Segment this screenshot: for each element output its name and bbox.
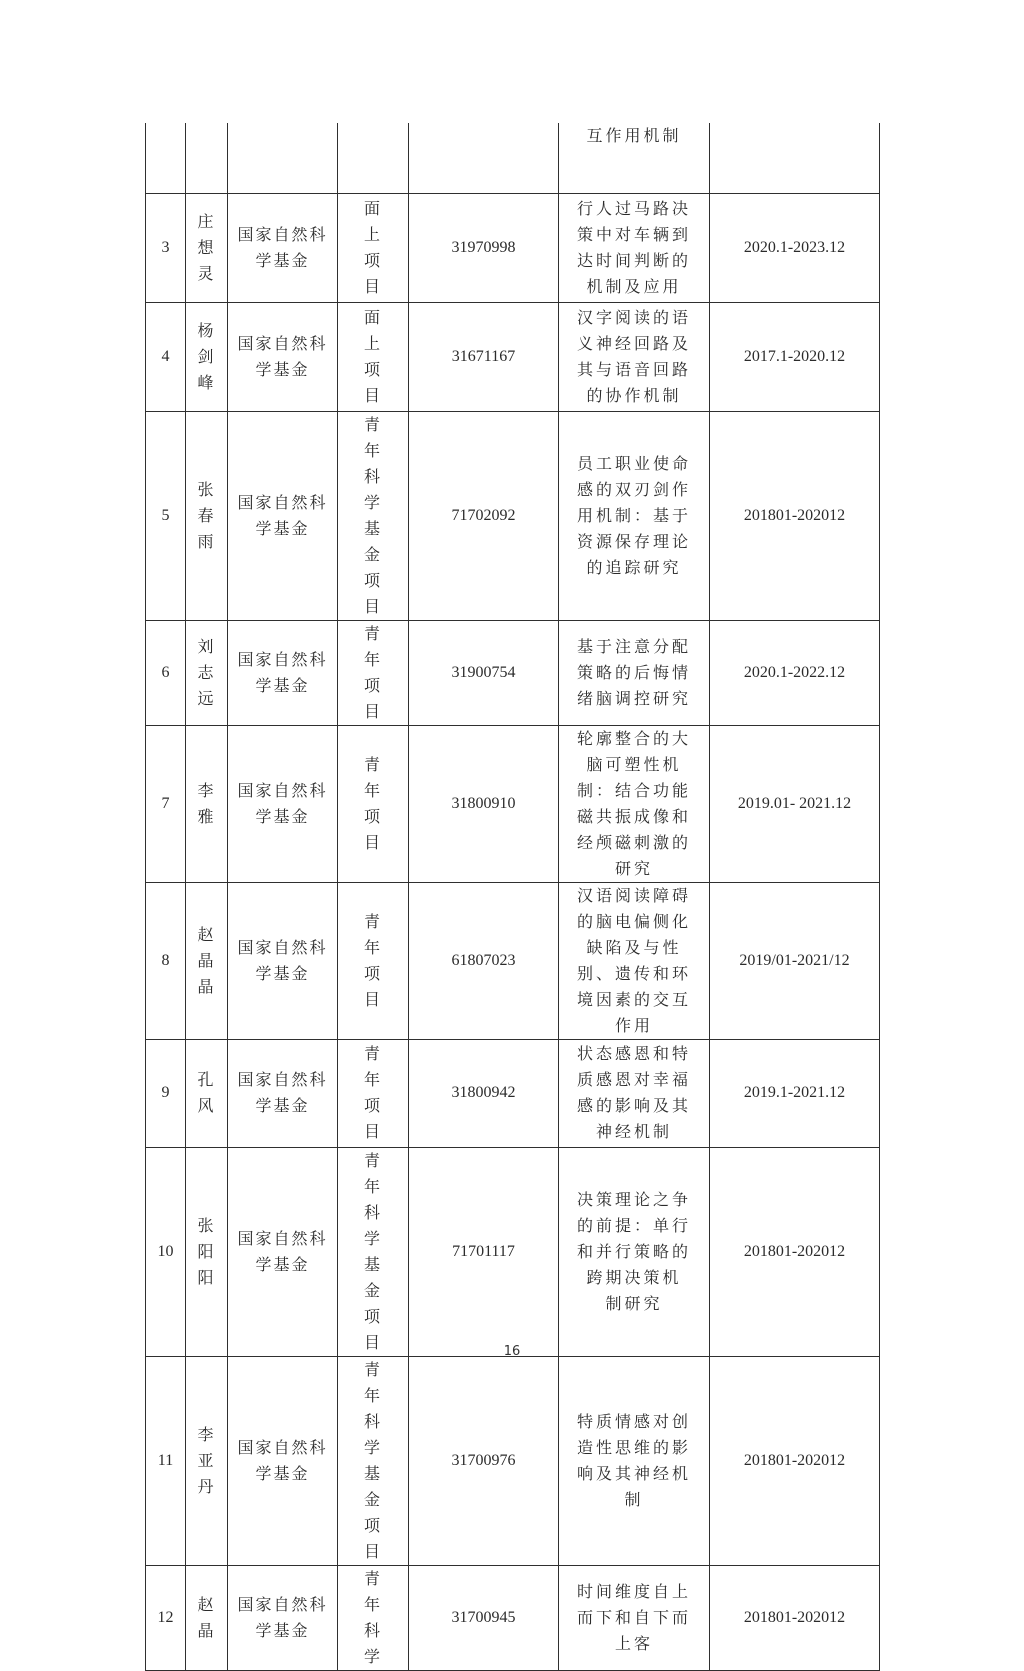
row-number: 8: [146, 882, 186, 1039]
row-number: 4: [146, 302, 186, 411]
project-category: 面上项目: [338, 302, 409, 411]
project-title: 互作用机制: [559, 123, 710, 193]
funding-source: 国家自然科学基金: [228, 302, 338, 411]
funding-source: 国家自然科学基金: [228, 1039, 338, 1147]
table-row: [146, 882, 880, 1039]
project-period: 201801-202012: [710, 1147, 880, 1356]
row-number: 6: [146, 620, 186, 725]
project-code: 31700945: [409, 1565, 559, 1670]
project-period: 2017.1-2020.12: [710, 302, 880, 411]
project-title: 汉语阅读障碍的脑电偏侧化缺陷及与性别、遗传和环境因素的交互作用: [559, 882, 710, 1039]
row-number: 3: [146, 193, 186, 302]
project-code: 61807023: [409, 882, 559, 1039]
funding-source: 国家自然科学基金: [228, 193, 338, 302]
project-category: 青年项目: [338, 1039, 409, 1147]
row-number: 9: [146, 1039, 186, 1147]
table-row: [146, 1039, 880, 1147]
project-title: 状态感恩和特质感恩对幸福感的影响及其神经机制: [559, 1039, 710, 1147]
project-period: 2020.1-2023.12: [710, 193, 880, 302]
project-category: 青年科学基金项目: [338, 1356, 409, 1565]
project-title: 决策理论之争的前提：单行和并行策略的跨期决策机 制研究: [559, 1147, 710, 1356]
funding-source: 国家自然科学基金: [228, 411, 338, 620]
table-row: [146, 193, 880, 302]
project-code: 71702092: [409, 411, 559, 620]
project-period: 2019.1-2021.12: [710, 1039, 880, 1147]
funding-source: 国家自然科学基金: [228, 882, 338, 1039]
project-category: 青年项目: [338, 725, 409, 882]
researcher-name: 张阳阳: [186, 1147, 228, 1356]
table-row: [146, 411, 880, 620]
grant-projects-table: [145, 123, 880, 1671]
project-category: [338, 123, 409, 193]
project-code: 31970998: [409, 193, 559, 302]
project-category: 青年科学: [338, 1565, 409, 1670]
project-category: 青年科学基金项目: [338, 411, 409, 620]
row-number: 10: [146, 1147, 186, 1356]
funding-source: 国家自然科学基金: [228, 1356, 338, 1565]
project-period: 2019.01- 2021.12: [710, 725, 880, 882]
row-number: 5: [146, 411, 186, 620]
table-row: [146, 123, 880, 193]
project-category: 青年科学基金项目: [338, 1147, 409, 1356]
funding-source: 国家自然科学基金: [228, 1147, 338, 1356]
project-code: 31671167: [409, 302, 559, 411]
project-code: 71701117: [409, 1147, 559, 1356]
funding-source: [228, 123, 338, 193]
project-title: 员工职业使命感的双刃剑作用机制：基于资源保存理论的追踪研究: [559, 411, 710, 620]
project-code: [409, 123, 559, 193]
project-title: 轮廓整合的大脑可塑性机制：结合功能磁共振成像和经颅磁刺激的研究: [559, 725, 710, 882]
project-title: 行人过马路决策中对车辆到达时间判断的机制及应用: [559, 193, 710, 302]
researcher-name: 赵晶: [186, 1565, 228, 1670]
table-row: [146, 725, 880, 882]
table-row: [146, 1356, 880, 1565]
project-category: 面上项目: [338, 193, 409, 302]
project-code: 31700976: [409, 1356, 559, 1565]
project-category: 青年项目: [338, 620, 409, 725]
project-title: 特质情感对创造性思维的影响及其神经机制: [559, 1356, 710, 1565]
researcher-name: 刘志远: [186, 620, 228, 725]
funding-source: 国家自然科学基金: [228, 620, 338, 725]
project-title: 时间维度自上而下和自下而上客: [559, 1565, 710, 1670]
project-title: 基于注意分配策略的后悔情绪脑调控研究: [559, 620, 710, 725]
researcher-name: 杨剑峰: [186, 302, 228, 411]
row-number: 7: [146, 725, 186, 882]
project-title: 汉字阅读的语义神经回路及其与语音回路的协作机制: [559, 302, 710, 411]
project-period: 201801-202012: [710, 411, 880, 620]
row-number: 11: [146, 1356, 186, 1565]
page-number: 16: [503, 1344, 521, 1359]
researcher-name: 李亚丹: [186, 1356, 228, 1565]
table-row: [146, 620, 880, 725]
project-period: [710, 123, 880, 193]
row-number: 12: [146, 1565, 186, 1670]
project-code: 31800942: [409, 1039, 559, 1147]
row-number: [146, 123, 186, 193]
project-category: 青年项目: [338, 882, 409, 1039]
funding-source: 国家自然科学基金: [228, 725, 338, 882]
researcher-name: 赵晶晶: [186, 882, 228, 1039]
researcher-name: 孔风: [186, 1039, 228, 1147]
project-period: 2019/01-2021/12: [710, 882, 880, 1039]
table-row: [146, 1147, 880, 1356]
table-row: [146, 1565, 880, 1670]
project-period: 201801-202012: [710, 1356, 880, 1565]
researcher-name: [186, 123, 228, 193]
project-period: 201801-202012: [710, 1565, 880, 1670]
project-code: 31900754: [409, 620, 559, 725]
funding-source: 国家自然科学基金: [228, 1565, 338, 1670]
researcher-name: 李雅: [186, 725, 228, 882]
project-code: 31800910: [409, 725, 559, 882]
table-row: [146, 302, 880, 411]
project-period: 2020.1-2022.12: [710, 620, 880, 725]
researcher-name: 庄想灵: [186, 193, 228, 302]
researcher-name: 张春雨: [186, 411, 228, 620]
